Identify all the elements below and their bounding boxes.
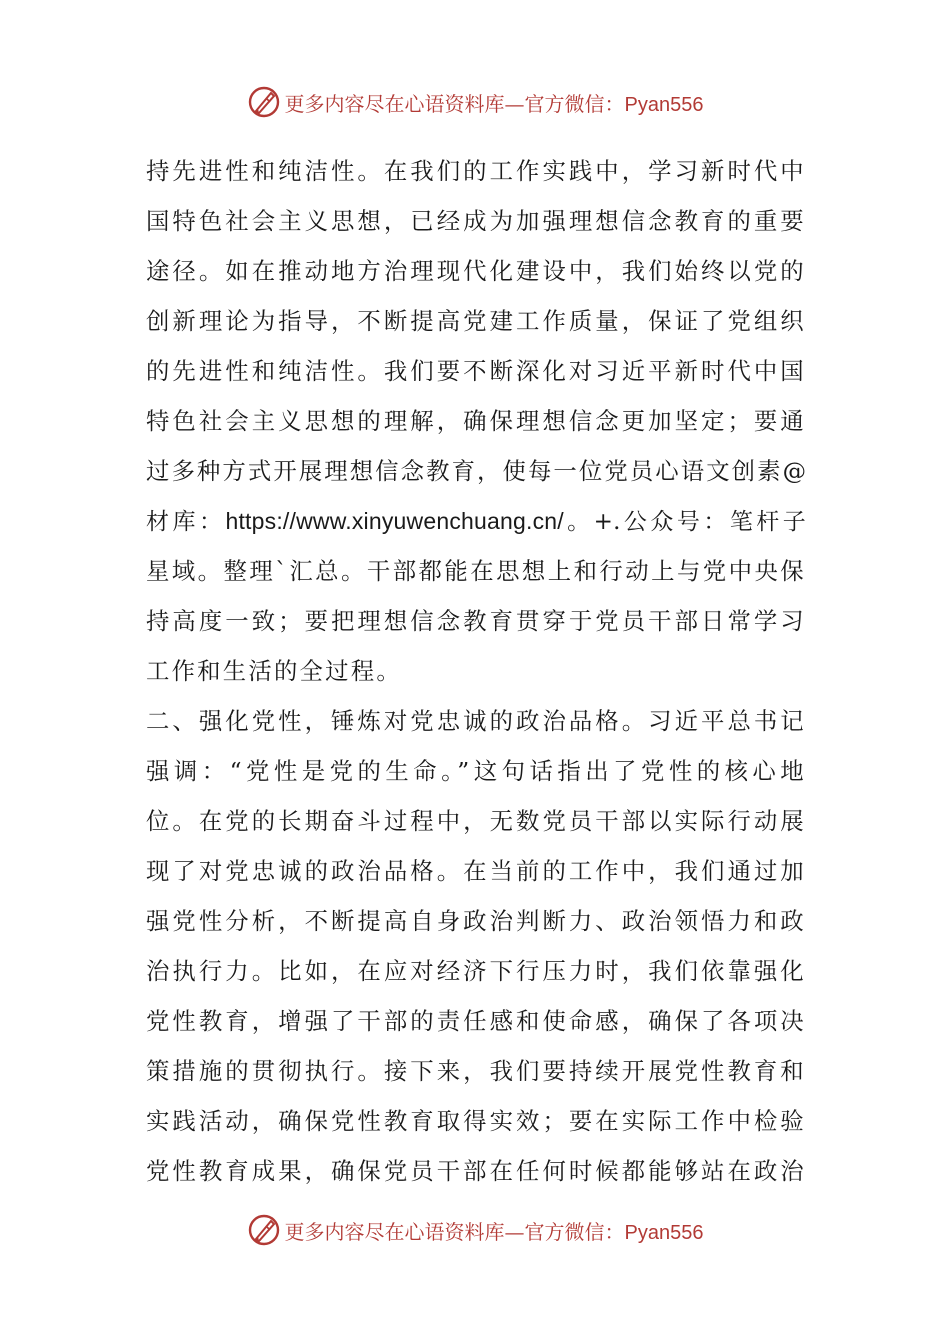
body-line: 的先进性和纯洁性。我们要不断深化对习近平新时代中国 (146, 357, 806, 385)
body-line: 强党性分析，不断提高自身政治判断力、政治领悟力和政 (146, 907, 806, 935)
body-line: 特色社会主义思想的理解，确保理想信念更加坚定；要通 (146, 407, 806, 435)
body-line: 星域。整理`汇总。干部都能在思想上和行动上与党中央保 (146, 557, 806, 585)
body-line: 持高度一致；要把理想信念教育贯穿于党员干部日常学习 (146, 607, 806, 635)
body-line: 持先进性和纯洁性。在我们的工作实践中，学习新时代中 (146, 157, 806, 185)
header-banner-handle: Pyan556 (624, 93, 704, 116)
body-line: 党性教育成果，确保党员干部在任何时候都能够站在政治 (146, 1157, 806, 1185)
body-line-url: 材库：https://www.xinyuwenchuang.cn/。+.公众号：笔杆子 (146, 508, 806, 535)
footer-banner-text (285, 1216, 704, 1245)
body-line: 强调：“党性是党的生命。”这句话指出了党性的核心地 (146, 757, 806, 785)
body-line: 工作和生活的全过程。 (146, 657, 402, 685)
body-line: 现了对党忠诚的政治品格。在当前的工作中，我们通过加 (146, 857, 806, 885)
quill-logo-icon (247, 85, 281, 119)
footer-banner (0, 1210, 950, 1250)
body-line: 实践活动，确保党性教育取得实效；要在实际工作中检验 (146, 1107, 806, 1135)
body-line: 创新理论为指导，不断提高党建工作质量，保证了党组织 (146, 307, 806, 335)
quill-logo-icon (247, 1213, 281, 1247)
body-line: 国特色社会主义思想，已经成为加强理想信念教育的重要 (146, 207, 806, 235)
body-line: 位。在党的长期奋斗过程中，无数党员干部以实际行动展 (146, 807, 806, 835)
website-url-text: https://www.xinyuwenchuang.cn/ (225, 508, 564, 534)
footer-banner-label: 更多内容尽在心语资料库—官方微信： (284, 1219, 625, 1244)
document-body (146, 146, 806, 1196)
body-line: 治执行力。比如，在应对经济下行压力时，我们依靠强化 (146, 957, 806, 985)
header-banner-label: 更多内容尽在心语资料库—官方微信： (284, 91, 625, 116)
body-line: 策措施的贯彻执行。接下来，我们要持续开展党性教育和 (146, 1057, 806, 1085)
footer-banner-handle: Pyan556 (624, 1221, 704, 1244)
header-banner-text (285, 88, 704, 117)
body-line: 途径。如在推动地方治理现代化建设中，我们始终以党的 (146, 257, 806, 285)
section-heading-line: 二、强化党性，锤炼对党忠诚的政治品格。习近平总书记 (146, 707, 806, 735)
header-banner (0, 82, 950, 122)
body-line: 党性教育，增强了干部的责任感和使命感，确保了各项决 (146, 1007, 806, 1035)
body-line: 过多种方式开展理想信念教育，使每一位党员心语文创素@ (146, 457, 806, 485)
